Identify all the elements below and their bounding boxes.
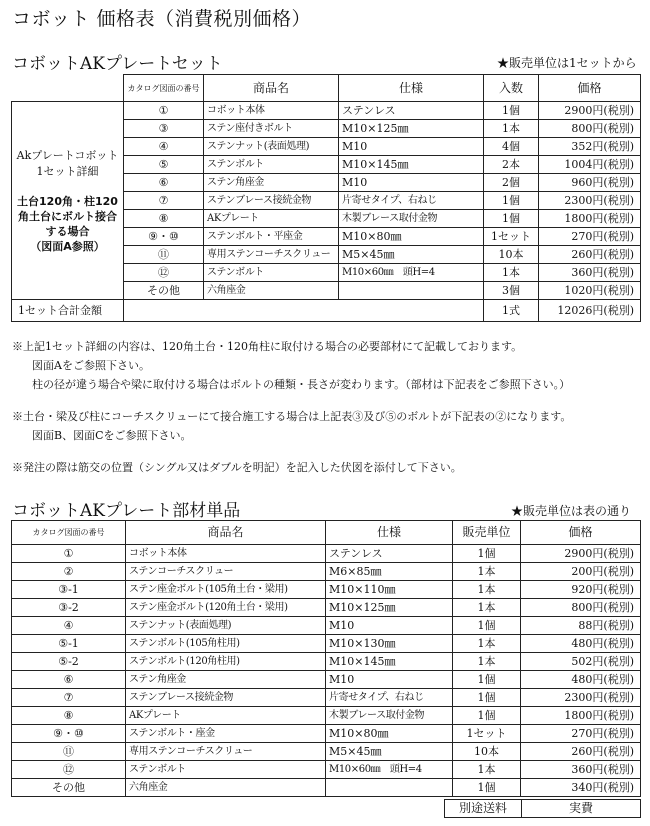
product-name: ステンボルト・平座金 bbox=[204, 228, 339, 246]
product-name: ステンボルト bbox=[204, 156, 339, 174]
product-price: 480円(税別) bbox=[521, 671, 641, 689]
note-line: 図面B、図面Cをご参照下さい。 bbox=[32, 429, 192, 442]
product-name: ステン座付きボルト bbox=[204, 120, 339, 138]
product-name: ステン座金ボルト(105角土台・梁用) bbox=[126, 581, 326, 599]
product-price: 2900円(税別) bbox=[521, 545, 641, 563]
catalog-number: ⑤ bbox=[124, 156, 204, 174]
product-spec: 木製ブレース取付金物 bbox=[326, 707, 453, 725]
catalog-number: ⑥ bbox=[12, 671, 126, 689]
product-spec: ステンレス bbox=[339, 102, 484, 120]
catalog-number: ⑦ bbox=[12, 689, 126, 707]
product-name: ステン角座金 bbox=[126, 671, 326, 689]
product-price: 800円(税別) bbox=[521, 599, 641, 617]
catalog-number: ④ bbox=[12, 617, 126, 635]
product-price: 260円(税別) bbox=[539, 246, 641, 264]
header-unit: 販売単位 bbox=[453, 521, 521, 545]
product-name: コボット本体 bbox=[126, 545, 326, 563]
sales-unit: 10本 bbox=[453, 743, 521, 761]
table-row bbox=[12, 653, 641, 671]
catalog-number: ⑧ bbox=[12, 707, 126, 725]
catalog-number: ⑧ bbox=[124, 210, 204, 228]
total-price: 12026円(税別) bbox=[539, 300, 641, 322]
product-name: ステン角座金 bbox=[204, 174, 339, 192]
product-spec: M10×60㎜ 頭H=4 bbox=[326, 761, 453, 779]
page-title: コボット 価格表（消費税別価格） bbox=[12, 8, 312, 30]
product-price: 920円(税別) bbox=[521, 581, 641, 599]
set-description-bold: 角土台にボルト接合 bbox=[18, 209, 117, 223]
header-spec: 仕様 bbox=[339, 75, 484, 102]
product-qty: 3個 bbox=[484, 282, 539, 300]
table-row bbox=[12, 689, 641, 707]
product-spec: M10×80㎜ bbox=[339, 228, 484, 246]
product-price: 2900円(税別) bbox=[539, 102, 641, 120]
product-name: ステンナット(表面処理) bbox=[126, 617, 326, 635]
table-row bbox=[12, 761, 641, 779]
product-price: 260円(税別) bbox=[521, 743, 641, 761]
product-qty: 1本 bbox=[484, 264, 539, 282]
catalog-number: ① bbox=[124, 102, 204, 120]
note-line: ※上記1セット詳細の内容は、120角土台・120角柱に取付ける場合の必要部材にて記載しております。 bbox=[12, 340, 523, 353]
product-spec: M10 bbox=[339, 174, 484, 192]
product-spec: 片寄せタイプ、右ねじ bbox=[339, 192, 484, 210]
set-description-bold: 土台120角・柱120 bbox=[17, 194, 118, 208]
note-line: ※発注の際は筋交の位置（シングル又はダブルを明記）を記入した伏図を添付して下さい。 bbox=[12, 461, 462, 474]
catalog-number: ⑪ bbox=[124, 246, 204, 264]
product-spec: M10×145㎜ bbox=[326, 653, 453, 671]
catalog-number: ⑤-1 bbox=[12, 635, 126, 653]
note-line: 柱の径が違う場合や梁に取付ける場合はボルトの種類・長さが変わります。（部材は下記表をご参照下さい。） bbox=[32, 378, 571, 391]
product-spec: M5×45㎜ bbox=[326, 743, 453, 761]
product-qty: 2個 bbox=[484, 174, 539, 192]
catalog-number: その他 bbox=[12, 779, 126, 797]
total-blank bbox=[124, 300, 484, 322]
table-row bbox=[12, 779, 641, 797]
product-price: 360円(税別) bbox=[539, 264, 641, 282]
product-spec: ステンレス bbox=[326, 545, 453, 563]
table-row bbox=[12, 707, 641, 725]
product-spec: M6×85㎜ bbox=[326, 563, 453, 581]
catalog-number: ④ bbox=[124, 138, 204, 156]
parts-section-note: ★販売単位は表の通り bbox=[511, 504, 632, 518]
header-price: 価格 bbox=[521, 521, 641, 545]
header-catalog: カタログ図面の番号 bbox=[12, 521, 126, 545]
set-section-note: ★販売単位は1セットから bbox=[497, 56, 637, 70]
sales-unit: 1本 bbox=[453, 563, 521, 581]
table-row bbox=[12, 563, 641, 581]
total-qty: 1式 bbox=[484, 300, 539, 322]
product-price: 2300円(税別) bbox=[539, 192, 641, 210]
product-price: 200円(税別) bbox=[521, 563, 641, 581]
note-line: ※土台・梁及び柱にコーチスクリューにて接合施工する場合は上記表③及び⑤のボルトが下記表の②になります。 bbox=[12, 410, 572, 423]
catalog-number: ⑥ bbox=[124, 174, 204, 192]
product-price: 1004円(税別) bbox=[539, 156, 641, 174]
corner-cell bbox=[12, 75, 124, 102]
table-row bbox=[12, 743, 641, 761]
product-spec: M10×145㎜ bbox=[339, 156, 484, 174]
note-line: 図面Aをご参照下さい。 bbox=[32, 359, 150, 372]
sales-unit: 1本 bbox=[453, 761, 521, 779]
shipping-label: 別途送料 bbox=[445, 800, 522, 818]
header-qty: 入数 bbox=[484, 75, 539, 102]
product-qty: 10本 bbox=[484, 246, 539, 264]
product-spec: M10×125㎜ bbox=[326, 599, 453, 617]
product-name: AKプレート bbox=[126, 707, 326, 725]
catalog-number: ⑨・⑩ bbox=[124, 228, 204, 246]
catalog-number: ③ bbox=[124, 120, 204, 138]
product-spec: M10×110㎜ bbox=[326, 581, 453, 599]
sales-unit: 1本 bbox=[453, 599, 521, 617]
product-qty: 1セット bbox=[484, 228, 539, 246]
table-row bbox=[12, 671, 641, 689]
parts-section-title: コボットAKプレート部材単品 bbox=[12, 501, 241, 521]
catalog-number: ⑦ bbox=[124, 192, 204, 210]
header-spec: 仕様 bbox=[326, 521, 453, 545]
catalog-number: ⑨・⑩ bbox=[12, 725, 126, 743]
product-name: ステン座金ボルト(120角土台・梁用) bbox=[126, 599, 326, 617]
table-row bbox=[12, 725, 641, 743]
product-name: 専用ステンコーチスクリュー bbox=[204, 246, 339, 264]
product-price: 960円(税別) bbox=[539, 174, 641, 192]
product-name: 六角座金 bbox=[126, 779, 326, 797]
table-row bbox=[12, 102, 641, 120]
catalog-number: ⑫ bbox=[12, 761, 126, 779]
product-name: ステンボルト bbox=[126, 761, 326, 779]
product-name: ステンブレース接続金物 bbox=[204, 192, 339, 210]
product-name: 専用ステンコーチスクリュー bbox=[126, 743, 326, 761]
product-spec: M10 bbox=[326, 617, 453, 635]
table-row bbox=[12, 599, 641, 617]
table-row bbox=[12, 545, 641, 563]
table-row bbox=[12, 581, 641, 599]
catalog-number: ③-2 bbox=[12, 599, 126, 617]
set-description-text: 1セット詳細 bbox=[36, 164, 99, 178]
shipping-value: 実費 bbox=[522, 800, 641, 818]
parts-table bbox=[11, 520, 641, 797]
product-qty: 4個 bbox=[484, 138, 539, 156]
table-row bbox=[12, 617, 641, 635]
sales-unit: 1個 bbox=[453, 689, 521, 707]
header-catalog: カタログ図面の番号 bbox=[124, 75, 204, 102]
set-description-bold: （図面A参照） bbox=[30, 239, 105, 253]
set-description-bold: する場合 bbox=[45, 224, 90, 238]
catalog-number: ① bbox=[12, 545, 126, 563]
header-price: 価格 bbox=[539, 75, 641, 102]
catalog-number: ⑤-2 bbox=[12, 653, 126, 671]
product-price: 360円(税別) bbox=[521, 761, 641, 779]
header-name: 商品名 bbox=[126, 521, 326, 545]
header-name: 商品名 bbox=[204, 75, 339, 102]
sales-unit: 1本 bbox=[453, 581, 521, 599]
set-description-text: Akプレートコボット bbox=[16, 148, 119, 162]
product-name: ステンナット(表面処理) bbox=[204, 138, 339, 156]
shipping-table bbox=[444, 799, 641, 818]
catalog-number: ⑪ bbox=[12, 743, 126, 761]
product-price: 502円(税別) bbox=[521, 653, 641, 671]
product-price: 1020円(税別) bbox=[539, 282, 641, 300]
product-spec: M10×125㎜ bbox=[339, 120, 484, 138]
sales-unit: 1個 bbox=[453, 617, 521, 635]
notes-block bbox=[12, 337, 571, 477]
table-row bbox=[12, 635, 641, 653]
product-price: 270円(税別) bbox=[539, 228, 641, 246]
sales-unit: 1本 bbox=[453, 653, 521, 671]
product-qty: 1本 bbox=[484, 120, 539, 138]
product-spec bbox=[326, 779, 453, 797]
product-name: ステンボルト・座金 bbox=[126, 725, 326, 743]
catalog-number: ⑫ bbox=[124, 264, 204, 282]
product-spec: M10×60㎜ 頭H=4 bbox=[339, 264, 484, 282]
product-price: 1800円(税別) bbox=[521, 707, 641, 725]
product-price: 88円(税別) bbox=[521, 617, 641, 635]
product-price: 340円(税別) bbox=[521, 779, 641, 797]
product-spec: 片寄せタイプ、右ねじ bbox=[326, 689, 453, 707]
sales-unit: 1個 bbox=[453, 707, 521, 725]
product-qty: 1個 bbox=[484, 192, 539, 210]
catalog-number: その他 bbox=[124, 282, 204, 300]
product-name: ステンボルト(105角柱用) bbox=[126, 635, 326, 653]
product-name: ステンボルト(120角柱用) bbox=[126, 653, 326, 671]
product-name: ステンコーチスクリュー bbox=[126, 563, 326, 581]
product-name: AKプレート bbox=[204, 210, 339, 228]
catalog-number: ② bbox=[12, 563, 126, 581]
product-name: ステンボルト bbox=[204, 264, 339, 282]
total-label: 1セット合計金額 bbox=[12, 300, 124, 322]
product-spec: M10 bbox=[339, 138, 484, 156]
product-qty: 1個 bbox=[484, 210, 539, 228]
sales-unit: 1セット bbox=[453, 725, 521, 743]
sales-unit: 1個 bbox=[453, 779, 521, 797]
product-spec: M10×130㎜ bbox=[326, 635, 453, 653]
product-name: ステンブレース接続金物 bbox=[126, 689, 326, 707]
product-spec: M10×80㎜ bbox=[326, 725, 453, 743]
product-price: 270円(税別) bbox=[521, 725, 641, 743]
set-table bbox=[11, 74, 641, 322]
sales-unit: 1個 bbox=[453, 545, 521, 563]
product-price: 1800円(税別) bbox=[539, 210, 641, 228]
product-price: 800円(税別) bbox=[539, 120, 641, 138]
set-description-cell bbox=[12, 102, 124, 300]
product-price: 2300円(税別) bbox=[521, 689, 641, 707]
product-spec: 木製ブレース取付金物 bbox=[339, 210, 484, 228]
product-qty: 1個 bbox=[484, 102, 539, 120]
set-section-title: コボットAKプレートセット bbox=[12, 54, 223, 74]
product-name: コボット本体 bbox=[204, 102, 339, 120]
product-spec: M5×45㎜ bbox=[339, 246, 484, 264]
catalog-number: ③-1 bbox=[12, 581, 126, 599]
product-price: 480円(税別) bbox=[521, 635, 641, 653]
product-spec bbox=[339, 282, 484, 300]
total-row bbox=[12, 300, 641, 322]
product-price: 352円(税別) bbox=[539, 138, 641, 156]
sales-unit: 1個 bbox=[453, 671, 521, 689]
product-name: 六角座金 bbox=[204, 282, 339, 300]
product-spec: M10 bbox=[326, 671, 453, 689]
product-qty: 2本 bbox=[484, 156, 539, 174]
sales-unit: 1本 bbox=[453, 635, 521, 653]
